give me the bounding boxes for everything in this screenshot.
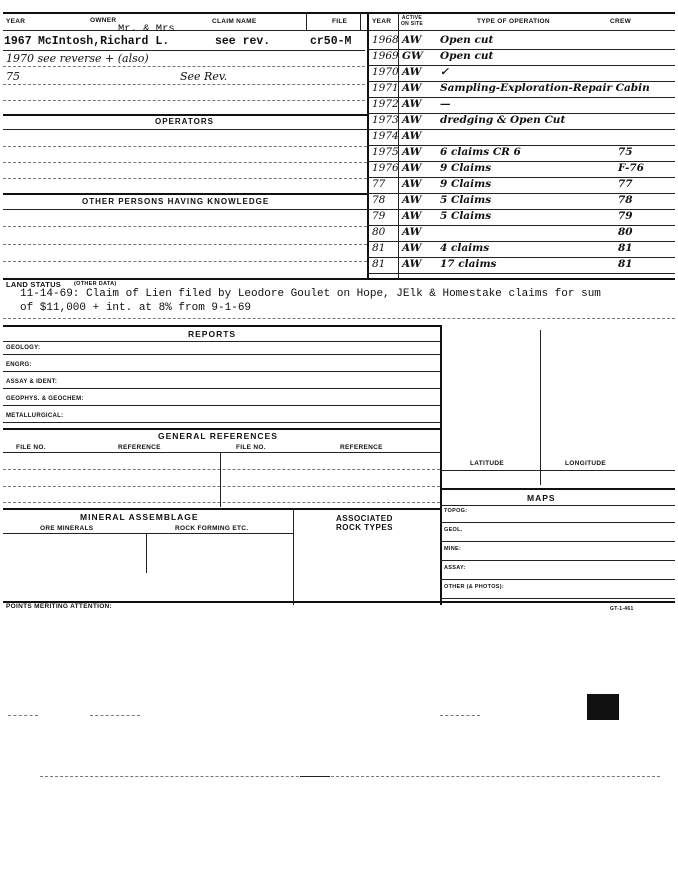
activity-crew: 81 [618,258,633,270]
activity-year: 1975 [372,146,399,158]
general-refs-underline [3,452,440,453]
header-type-of-operation: TYPE OF OPERATION [477,18,550,25]
activity-operation: 4 claims [440,242,490,254]
reports-row-line [3,371,440,372]
points-meriting-attention-label: POINTS MERITING ATTENTION: [6,603,113,610]
activity-active: AW [402,34,422,46]
operators-underline [3,129,367,130]
coords-divider [540,330,541,485]
general-refs-mid-divider [220,452,221,507]
activity-year: 1968 [372,34,399,46]
reports-row-label: GEOLOGY: [6,345,41,351]
maps-row-label: GEOL. [444,527,463,533]
latitude-label: LATITUDE [470,460,505,467]
general-refs-row1 [3,469,440,470]
activity-crew: 81 [618,242,633,254]
maps-underline [440,505,675,506]
activity-operation: 5 Claims [440,194,492,206]
activity-active: AW [402,226,422,238]
mineral-underline [3,533,293,534]
reports-top-line [3,325,440,327]
activity-year: 79 [372,210,386,222]
land-status-other-data: (OTHER DATA) [74,281,117,287]
activity-year: 80 [372,226,386,238]
header-active-on-site: ACTIVE ON SITE [400,15,424,27]
bottom-mark-1 [8,715,38,716]
header-year-right: YEAR [372,18,392,25]
land-status-top-line [3,278,675,280]
activity-operation: Open cut [440,34,494,46]
reports-row-line [3,388,440,389]
other-persons-label: OTHER PERSONS HAVING KNOWLEDGE [82,197,270,206]
mineral-right-divider [293,508,294,605]
general-refs-row3 [3,502,440,503]
activity-crew: 78 [618,194,633,206]
activity-active: AW [402,130,422,142]
land-status-line1: 11-14-69: Claim of Lien filed by Leodore Goulet on Hope, JElk & Homestake claims for sum [20,288,601,300]
rock-forming-label: ROCK FORMING ETC. [175,525,249,532]
top-border [3,12,675,14]
longitude-label: LONGITUDE [565,460,606,467]
activity-year: 78 [372,194,386,206]
general-refs-col-reference2: REFERENCE [340,444,383,451]
bottom-mark-3 [440,715,480,716]
header-crew: CREW [610,18,632,25]
owner-line1-year: 1967 [4,35,32,48]
associated-line2: ROCK TYPES [336,523,394,532]
owner-row3-line [3,84,365,85]
activity-active: AW [402,210,422,222]
activity-year: 1972 [372,98,399,110]
activity-year: 1976 [372,162,399,174]
activity-year: 1970 [372,66,399,78]
activity-active: AW [402,114,422,126]
owner-row1-line [3,50,365,51]
bottom-mark-4 [40,776,660,777]
activity-active: AW [402,98,422,110]
maps-row-line [440,522,675,523]
activity-year: 81 [372,242,386,254]
activity-year: 1969 [372,50,399,62]
maps-row-label: MINE: [444,546,462,552]
activity-active: AW [402,82,422,94]
activity-year: 1973 [372,114,399,126]
activity-year: 81 [372,258,386,270]
general-refs-title: GENERAL REFERENCES [158,431,278,441]
maps-row-label: OTHER (& PHOTOS): [444,584,504,590]
claim-divider [306,12,307,30]
maps-row-line [440,579,675,580]
mineral-mid-divider [146,533,147,573]
activity-year: 1971 [372,82,399,94]
activity-active: AW [402,178,422,190]
maps-row-label: ASSAY: [444,565,466,571]
bottom-mark-5 [300,776,330,777]
land-status-row-line [3,318,675,319]
general-refs-col-reference: REFERENCE [118,444,161,451]
owner-line1-file: cr50-M [310,35,352,48]
operators-row3 [3,178,367,179]
activity-crew: 80 [618,226,633,238]
activity-operation: 6 claims CR 6 [440,146,521,158]
activity-operation: 17 claims [440,258,497,270]
reports-row-label: GEOPHYS. & GEOCHEM: [6,396,84,402]
header-year: YEAR [6,18,26,25]
file-divider [360,12,361,30]
activity-active: AW [402,146,422,158]
land-status-line2: of $11,000 + int. at 8% from 9-1-69 [20,302,252,314]
activity-crew: 77 [618,178,633,190]
maps-row-line [440,598,675,599]
ore-minerals-label: ORE MINERALS [40,525,94,532]
reports-title: REPORTS [188,329,237,339]
activity-year: 1974 [372,130,399,142]
operators-top-line [3,114,367,116]
maps-title: MAPS [527,493,556,503]
owner-prefix: Mr. & Mrs [118,23,175,35]
header-underline [3,30,675,31]
activity-crew: F-76 [618,162,644,174]
coords-line [440,470,675,471]
activity-active: AW [402,242,422,254]
general-refs-col-file-no: FILE NO. [16,444,46,451]
general-refs-col-file-no2: FILE NO. [236,444,266,451]
reports-row-label: ASSAY & IDENT: [6,379,58,385]
activity-active: AW [402,66,422,78]
other-persons-row1 [3,226,367,227]
operators-row1 [3,146,367,147]
reports-underline [3,341,440,342]
reports-row-label: ENGRG: [6,362,32,368]
activity-year: 77 [372,178,386,190]
activity-crew: 75 [618,146,633,158]
activity-operation: Open cut [440,50,494,62]
general-refs-row2 [3,486,440,487]
other-persons-underline [3,209,367,210]
header-owner: OWNER [90,17,117,24]
activity-operation: 5 Claims [440,210,492,222]
form-number: GT-1-461 [610,606,634,612]
other-persons-row3 [3,261,367,262]
other-persons-row2 [3,244,367,245]
activity-operation: dredging & Open Cut [440,114,566,126]
reports-row-label: METALLURGICAL: [6,413,64,419]
maps-row-line [440,560,675,561]
reports-row-line [3,422,440,423]
activity-active: AW [402,162,422,174]
maps-top-line [440,488,675,490]
owner-line2: 1970 see reverse + (also) [6,52,149,65]
mineral-title: MINERAL ASSEMBLAGE [80,512,199,522]
owner-line3-text: See Rev. [180,70,228,83]
header-file: FILE [332,18,348,25]
owner-line1-owner: McIntosh,Richard L. [38,35,170,48]
header-claim-name: CLAIM NAME [212,18,257,25]
reports-right-divider [440,325,442,605]
reports-row-line [3,354,440,355]
activity-active: GW [402,50,423,62]
general-refs-top-line [3,428,440,430]
owner-row2-line [3,66,365,67]
activity-operation: Sampling-Exploration-Repair Cabin [440,82,650,94]
associated-line1: ASSOCIATED [336,514,393,523]
activity-active-divider [398,12,399,278]
activity-active: AW [402,258,422,270]
activity-operation: 9 Claims [440,178,492,190]
mineral-top-line [3,508,440,510]
activity-operation: 9 Claims [440,162,492,174]
operators-label: OPERATORS [155,117,214,126]
activity-operation: ✓ [440,66,449,78]
owner-line1-claim: see rev. [215,35,271,48]
operators-row2 [3,162,367,163]
activity-row-line [367,273,675,274]
maps-row-label: TOPOG: [444,508,468,514]
land-status-label: LAND STATUS [6,280,62,289]
activity-operation: — [440,98,451,110]
other-persons-top-line [3,193,367,195]
activity-active: AW [402,194,422,206]
owner-line3-year: 75 [6,70,20,83]
reports-row-line [3,405,440,406]
owner-row4-line [3,100,365,101]
activity-crew: 79 [618,210,633,222]
bottom-mark-2 [90,715,140,716]
maps-row-line [440,541,675,542]
scan-blot [587,694,619,720]
